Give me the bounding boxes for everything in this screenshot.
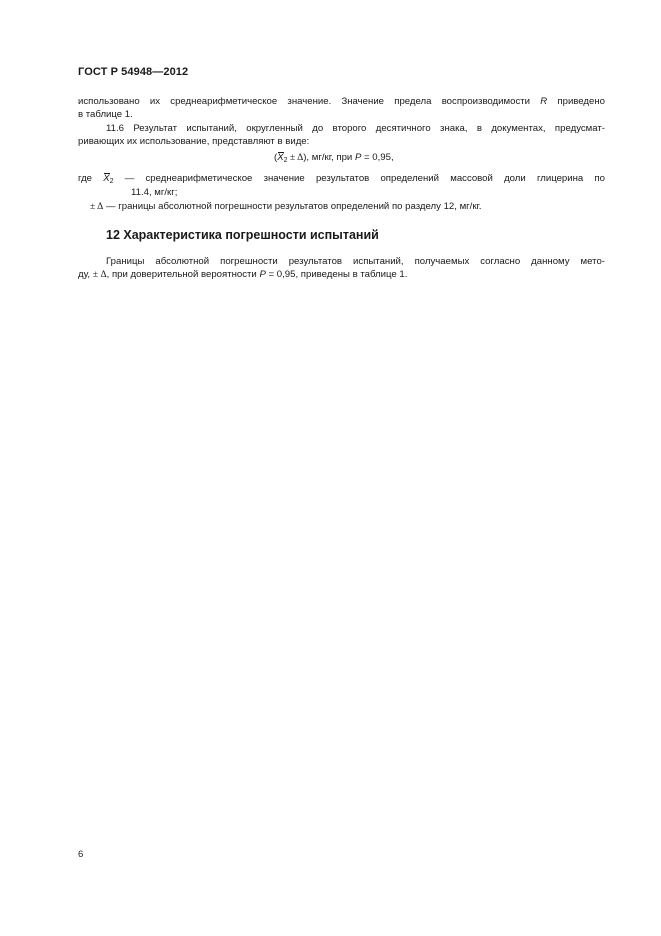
definition-text: — среднеарифметическое значение результатов определений массовой доли глицерина по <box>113 173 605 184</box>
x-bar-symbol: X <box>277 152 284 163</box>
definition-line <box>78 173 605 188</box>
paragraph-line <box>78 269 407 281</box>
paragraph-text: приведено <box>547 96 605 107</box>
paragraph-line <box>78 96 605 108</box>
formula <box>274 152 394 167</box>
delta-symbol: Δ <box>97 201 104 212</box>
definition-line: 11.4, мг/кг; <box>131 187 178 198</box>
plus-minus-sign: ± <box>287 152 298 163</box>
paragraph-text: ду, <box>78 269 93 280</box>
paragraph-line: 11.6 Результат испытаний, округленный до второго десятичного знака, в документах, предусмат- <box>106 123 605 134</box>
plus-minus-sign: ± <box>92 269 101 280</box>
section-heading: 12 Характеристика погрешности испытаний <box>106 228 379 242</box>
definition-line <box>90 201 482 213</box>
variable-p: P <box>354 152 362 163</box>
formula-text: ), мг/кг, при <box>303 152 355 163</box>
variable-p: P <box>259 269 266 280</box>
paragraph-line: Границы абсолютной погрешности результатов испытаний, получаемых согласно данному мето- <box>106 256 605 267</box>
variable-r: R <box>540 96 548 107</box>
formula-paren: ( <box>274 152 278 163</box>
paragraph-text: использовано их среднеарифметическое значение. Значение предела воспроизводимости <box>78 96 541 107</box>
paragraph-text: , при доверительной вероятности <box>106 269 260 280</box>
x-bar-symbol: X <box>103 173 110 184</box>
delta-symbol: Δ <box>100 269 107 280</box>
page-header-standard: ГОСТ Р 54948—2012 <box>78 66 189 78</box>
paragraph-line: в таблице 1. <box>78 109 133 120</box>
paragraph-line: ривающих их использование, представляют в виде: <box>78 136 310 147</box>
page-number: 6 <box>78 849 84 860</box>
paragraph-text: = 0,95, приведены в таблице 1. <box>265 269 408 280</box>
plus-minus-sign: ± <box>90 201 98 212</box>
delta-symbol: Δ <box>297 152 304 163</box>
subscript: 2 <box>283 157 288 164</box>
subscript: 2 <box>109 178 114 185</box>
formula-text: = 0,95, <box>361 152 394 163</box>
definition-text: — границы абсолютной погрешности результатов определений по разделу 12, мг/кг. <box>103 201 482 212</box>
where-label: где <box>78 173 104 184</box>
